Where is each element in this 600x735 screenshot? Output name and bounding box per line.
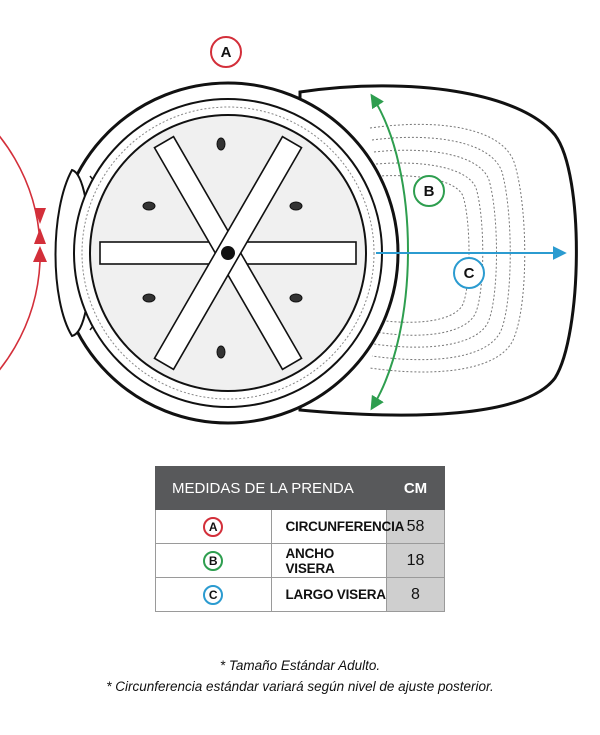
row-value: 18 — [387, 544, 445, 578]
label-a-text: A — [220, 44, 232, 61]
table-row — [156, 578, 445, 612]
row-name: CIRCUNFERENCIA — [271, 510, 387, 544]
table-row — [156, 544, 445, 578]
measurements-table — [155, 466, 445, 612]
footnotes — [0, 655, 600, 697]
label-a — [211, 37, 241, 67]
row-name: ANCHO VISERA — [271, 544, 387, 578]
label-c — [454, 258, 484, 288]
row-letter-badge: C — [203, 585, 223, 605]
table-header-title: MEDIDAS DE LA PRENDA — [156, 467, 387, 510]
row-value: 8 — [387, 578, 445, 612]
row-name: LARGO VISERA — [271, 578, 387, 612]
circumference-arrow-right — [33, 246, 47, 262]
row-letter-badge: A — [203, 517, 223, 537]
note-size: * Tamaño Estándar Adulto. — [219, 658, 381, 673]
table-header-unit: CM — [387, 467, 445, 510]
table-header — [156, 467, 445, 510]
row-value: 58 — [387, 510, 445, 544]
label-b — [414, 176, 444, 206]
center-button — [221, 246, 235, 260]
label-c-text: C — [463, 265, 475, 282]
label-b-text: B — [423, 183, 435, 200]
circumference-arc — [0, 65, 40, 440]
row-letter-badge: B — [203, 551, 223, 571]
note-circumference: * Circunferencia estándar variará según nivel de ajuste posterior. — [106, 679, 494, 694]
table-row — [156, 510, 445, 544]
circumference-arrow-bottom — [34, 228, 46, 244]
